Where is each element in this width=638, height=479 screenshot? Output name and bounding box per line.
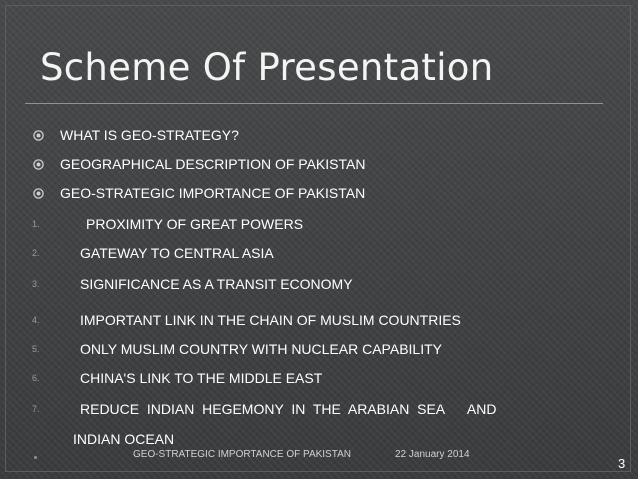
bullet-item bbox=[0, 182, 638, 204]
numbered-text: SIGNIFICANCE AS A TRANSIT ECONOMY bbox=[80, 276, 353, 292]
footer-title: GEO-STRATEGIC IMPORTANCE OF PAKISTAN bbox=[133, 449, 351, 460]
slide-title: Scheme Of Presentation bbox=[40, 46, 494, 89]
item-number: 4. bbox=[32, 315, 40, 325]
item-number: 1. bbox=[32, 219, 40, 229]
bullet-text: GEO-STRATEGIC IMPORTANCE OF PAKISTAN bbox=[60, 185, 366, 201]
item-number: 3. bbox=[32, 279, 40, 289]
item-number: 6. bbox=[32, 373, 40, 383]
footer-dot-icon bbox=[34, 456, 37, 459]
numbered-item bbox=[0, 273, 638, 295]
item-number: 7. bbox=[32, 404, 40, 414]
numbered-item bbox=[0, 398, 638, 420]
numbered-item bbox=[0, 338, 638, 360]
numbered-text: IMPORTANT LINK IN THE CHAIN OF MUSLIM COUNTRIES bbox=[80, 312, 461, 328]
page-number: 3 bbox=[618, 456, 626, 471]
numbered-item bbox=[0, 309, 638, 331]
numbered-text: PROXIMITY OF GREAT POWERS bbox=[86, 216, 304, 232]
numbered-text: ONLY MUSLIM COUNTRY WITH NUCLEAR CAPABILITY bbox=[80, 341, 442, 357]
bullet-icon bbox=[33, 188, 44, 199]
bullet-text: GEOGRAPHICAL DESCRIPTION OF PAKISTAN bbox=[60, 156, 366, 172]
numbered-text: GATEWAY TO CENTRAL ASIA bbox=[80, 245, 274, 261]
bullet-icon bbox=[33, 130, 44, 141]
numbered-item bbox=[0, 213, 638, 235]
footer-date: 22 January 2014 bbox=[395, 449, 470, 460]
item-number: 5. bbox=[32, 344, 40, 354]
numbered-item bbox=[0, 242, 638, 264]
item-number: 2. bbox=[32, 248, 40, 258]
bullet-item bbox=[0, 124, 638, 146]
numbered-text: CHINA'S LINK TO THE MIDDLE EAST bbox=[80, 370, 323, 386]
numbered-text-continuation: INDIAN OCEAN bbox=[73, 431, 175, 447]
bullet-item bbox=[0, 153, 638, 175]
bullet-text: WHAT IS GEO-STRATEGY? bbox=[60, 127, 239, 143]
numbered-text: REDUCE INDIAN HEGEMONY IN THE ARABIAN SEA AND bbox=[80, 401, 497, 417]
bullet-icon bbox=[33, 159, 44, 170]
numbered-item bbox=[0, 367, 638, 389]
